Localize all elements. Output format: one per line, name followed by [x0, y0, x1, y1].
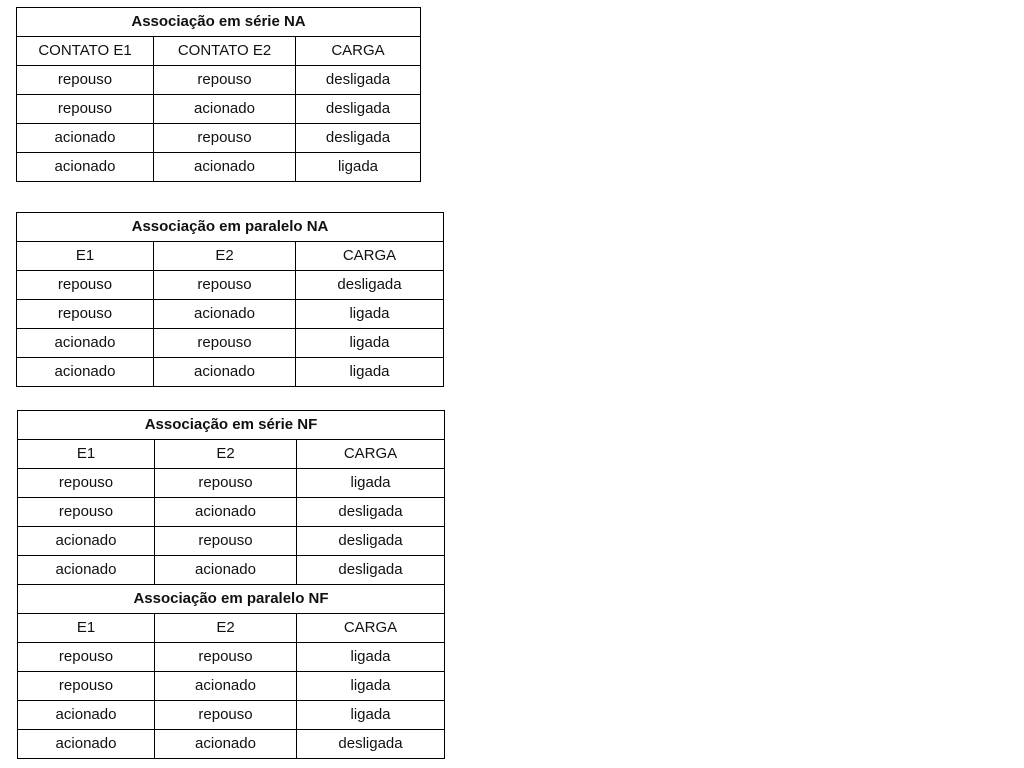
table-cell: acionado	[18, 730, 155, 759]
table-cell: acionado	[154, 95, 296, 124]
table-title-row	[17, 213, 444, 242]
table-title: Associação em série NF	[18, 411, 445, 440]
table-cell: acionado	[18, 701, 155, 730]
column-header: E2	[154, 242, 296, 271]
table-row	[18, 527, 445, 556]
table-cell: ligada	[296, 300, 444, 329]
table-row	[18, 498, 445, 527]
table-row	[18, 469, 445, 498]
table-cell: acionado	[18, 556, 155, 585]
table-cell: repouso	[17, 95, 154, 124]
table-cell: acionado	[18, 527, 155, 556]
table-cell: acionado	[154, 358, 296, 387]
column-header: E2	[155, 614, 297, 643]
column-header: CARGA	[297, 614, 445, 643]
table-title-row	[18, 585, 445, 614]
table-cell: desligada	[297, 527, 445, 556]
column-header: E1	[17, 242, 154, 271]
table-serie-nf	[17, 410, 445, 585]
table-cell: repouso	[17, 271, 154, 300]
table-cell: repouso	[154, 124, 296, 153]
table-cell: acionado	[155, 730, 297, 759]
table-header-row	[18, 440, 445, 469]
table-title-row	[18, 411, 445, 440]
table-cell: desligada	[296, 66, 421, 95]
table-row	[17, 300, 444, 329]
table-header-row	[18, 614, 445, 643]
table-cell: acionado	[155, 672, 297, 701]
table-row	[17, 95, 421, 124]
table-row	[18, 730, 445, 759]
table-row	[18, 672, 445, 701]
table-cell: repouso	[155, 527, 297, 556]
table-row	[17, 66, 421, 95]
table-row	[17, 358, 444, 387]
column-header: E2	[155, 440, 297, 469]
table-cell: ligada	[296, 329, 444, 358]
table-row	[18, 556, 445, 585]
table-serie-na	[16, 7, 421, 182]
column-header: CARGA	[296, 242, 444, 271]
table-cell: repouso	[17, 300, 154, 329]
table-row	[17, 271, 444, 300]
table-cell: acionado	[155, 556, 297, 585]
table-title: Associação em série NA	[17, 8, 421, 37]
table-cell: acionado	[155, 498, 297, 527]
table-row	[18, 643, 445, 672]
table-cell: ligada	[297, 701, 445, 730]
table-paralelo-na	[16, 212, 444, 387]
table-cell: repouso	[18, 469, 155, 498]
table-header-row	[17, 242, 444, 271]
table-cell: desligada	[297, 556, 445, 585]
table-cell: desligada	[297, 730, 445, 759]
table-cell: desligada	[296, 271, 444, 300]
table-cell: ligada	[297, 469, 445, 498]
table-cell: acionado	[17, 329, 154, 358]
table-cell: acionado	[17, 153, 154, 182]
table-cell: ligada	[296, 153, 421, 182]
table-cell: repouso	[18, 498, 155, 527]
table-row	[18, 701, 445, 730]
table-cell: repouso	[18, 643, 155, 672]
table-paralelo-nf	[17, 584, 445, 759]
table-cell: repouso	[155, 701, 297, 730]
column-header: CARGA	[296, 37, 421, 66]
table-row	[17, 153, 421, 182]
table-cell: acionado	[17, 358, 154, 387]
table-cell: repouso	[17, 66, 154, 95]
table-cell: repouso	[18, 672, 155, 701]
table-row	[17, 124, 421, 153]
table-cell: desligada	[296, 95, 421, 124]
table-cell: acionado	[17, 124, 154, 153]
table-cell: desligada	[297, 498, 445, 527]
table-header-row	[17, 37, 421, 66]
table-title: Associação em paralelo NA	[17, 213, 444, 242]
table-cell: acionado	[154, 153, 296, 182]
table-title: Associação em paralelo NF	[18, 585, 445, 614]
table-cell: ligada	[296, 358, 444, 387]
table-title-row	[17, 8, 421, 37]
table-cell: acionado	[154, 300, 296, 329]
column-header: CONTATO E2	[154, 37, 296, 66]
table-cell: repouso	[155, 469, 297, 498]
table-cell: repouso	[155, 643, 297, 672]
table-cell: desligada	[296, 124, 421, 153]
table-row	[17, 329, 444, 358]
column-header: E1	[18, 440, 155, 469]
table-cell: ligada	[297, 643, 445, 672]
table-cell: repouso	[154, 66, 296, 95]
column-header: CARGA	[297, 440, 445, 469]
table-cell: repouso	[154, 271, 296, 300]
table-cell: ligada	[297, 672, 445, 701]
table-cell: repouso	[154, 329, 296, 358]
column-header: CONTATO E1	[17, 37, 154, 66]
column-header: E1	[18, 614, 155, 643]
